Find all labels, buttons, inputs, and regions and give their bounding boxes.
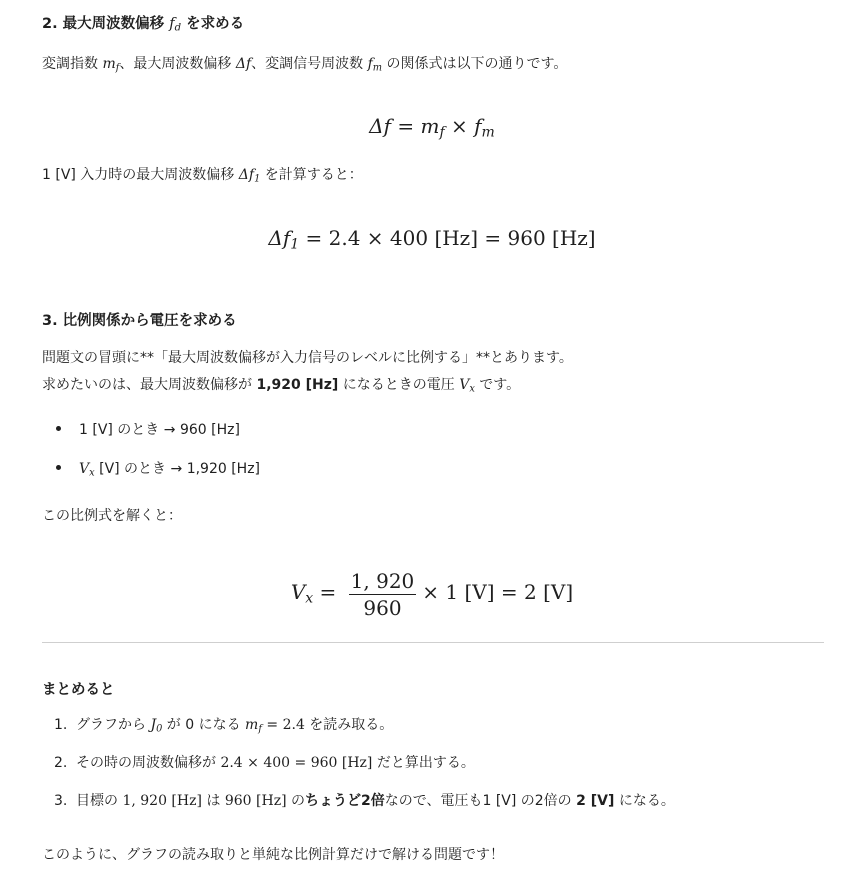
heading-text: 2. 最大周波数偏移	[42, 16, 170, 32]
section-3-heading: 3. 比例関係から電圧を求める	[42, 313, 237, 329]
section-2-heading	[42, 12, 244, 34]
bold-target-frequency: 1,920 [Hz]	[256, 377, 339, 393]
text: を読み取る。	[304, 717, 394, 733]
text: を計算すると：	[260, 167, 363, 183]
text: 1 [V] 入力時の最大周波数偏移	[42, 167, 239, 183]
fraction: $\frac{1, 920}{960}$	[350, 569, 415, 620]
summary-item-3	[54, 790, 675, 810]
math-calc: 2.4 × 400 = 960 [Hz]	[220, 755, 373, 771]
bold-answer-2v: 2 [V]	[576, 793, 615, 809]
text: その時の周波数偏移が	[76, 755, 221, 771]
text: の関係式は以下の通りです。	[382, 56, 568, 72]
math-delta-f1: $\Delta f_1$	[238, 167, 261, 185]
summary-item-2	[54, 752, 475, 772]
closing-paragraph: このように、グラフの読み取りと単純な比例計算だけで解ける問題です！	[42, 847, 504, 863]
math-mf-equals: $m_f = 2.4$	[245, 717, 305, 735]
math-960hz: 960 [Hz]	[224, 793, 287, 809]
target-statement	[42, 374, 520, 394]
text: が 0 になる	[162, 717, 246, 733]
text: [V] のとき → 1,920 [Hz]	[94, 461, 261, 477]
text: です。	[474, 377, 521, 393]
bullet-item-2	[56, 458, 260, 478]
math-1920hz: 1, 920 [Hz]	[122, 793, 202, 809]
formula-delta-f: $\Delta f = m_f \times f_m$	[369, 114, 495, 141]
list-number: 2.	[54, 755, 68, 771]
proportion-statement: 問題文の冒頭に**「最大周波数偏移が入力信号のレベルに比例する」**とあります。	[42, 350, 573, 366]
bullet-icon	[56, 426, 61, 431]
text: 、変調信号周波数	[251, 56, 368, 72]
formula-vx-solution: $V_x$ = $\frac{1, 920}{960}$ × 1 [V] = 2 [V]	[290, 569, 574, 620]
bold-exactly-double: ちょうど2倍	[305, 793, 385, 809]
text: なので、電圧も1 [V] の2倍の	[384, 793, 577, 809]
text: の	[286, 793, 305, 809]
text: は	[201, 793, 225, 809]
bullet-item-1	[56, 419, 240, 439]
math-j0: $J_0$	[150, 717, 163, 735]
text: 、最大周波数偏移	[119, 56, 236, 72]
text: になるときの電圧	[338, 377, 460, 393]
list-number: 3.	[54, 793, 68, 809]
calc-intro-paragraph	[42, 164, 363, 184]
text: 目標の	[76, 793, 123, 809]
bullet-icon	[56, 465, 61, 470]
text: 1 [V] のとき → 960 [Hz]	[79, 422, 240, 438]
summary-heading: まとめると	[42, 682, 115, 698]
horizontal-divider	[42, 642, 824, 643]
text: になる。	[614, 793, 675, 809]
relation-intro-paragraph	[42, 53, 567, 73]
math-vx: $V_x$	[459, 377, 475, 395]
list-number: 1.	[54, 717, 68, 733]
heading-text: を求める	[181, 16, 245, 32]
math-vx: $V_x$	[79, 461, 95, 479]
text: 変調指数	[42, 56, 103, 72]
summary-item-1	[54, 714, 393, 734]
text: だと算出する。	[372, 755, 475, 771]
math-mf: $m_f$	[102, 56, 120, 74]
text: グラフから	[76, 717, 151, 733]
math-fm: $f_m$	[367, 56, 383, 74]
text: 求めたいのは、最大周波数偏移が	[42, 377, 257, 393]
solve-intro-paragraph: この比例式を解くと：	[42, 508, 182, 524]
formula-delta-f1-calc: $\Delta f_1 = 2.4 \times 400$ [Hz] = 960 [Hz]	[268, 226, 596, 253]
math-delta-f: Δf	[235, 56, 252, 72]
math-fd: $f_d$	[169, 16, 182, 34]
